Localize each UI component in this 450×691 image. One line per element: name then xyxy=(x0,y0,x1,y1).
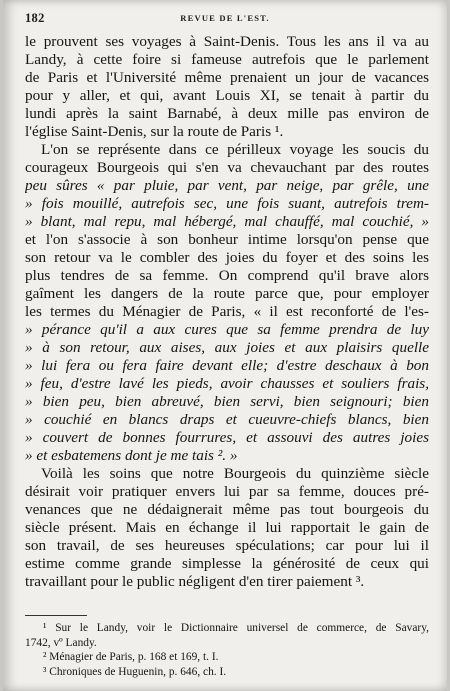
text-line: L'on se représente dans ce périlleux voyage les soucis du xyxy=(41,141,429,158)
text-line: plus tendres de sa femme. On comprend qu'il brave alors xyxy=(25,267,429,284)
text-line: venances que ne dédaignerait même pas tout bourgeois du xyxy=(25,501,429,518)
text-line: lundi après la saint Barnabé, à deux mille pas environ de xyxy=(25,105,429,122)
footnote-line: ³ Chroniques de Huguenin, p. 646, ch. I. xyxy=(43,665,227,678)
footnote-line: 1742, vº Landy. xyxy=(25,636,97,649)
text-line: siècle présent. Mais en échange il lui rapportait le gain de xyxy=(25,519,429,536)
text-line: » blant, mal repu, mal hébergé, mal chauffé, mal couchié, » xyxy=(25,213,429,230)
book-page xyxy=(3,0,447,691)
text-line: courageux Bourgeois qui s'en va chevauchant par des routes xyxy=(25,159,429,176)
text-line: » pérance qu'il a aux cures que sa femme prendra de luy xyxy=(25,321,429,338)
body-text xyxy=(25,33,429,591)
text-line: » feu, d'estre lavé les pieds, avoir chausses et souliers frais, xyxy=(25,375,429,392)
text-line: son travail, de ses heureuses spéculations; car pour lui il xyxy=(25,537,429,554)
running-title: REVUE DE L'EST. xyxy=(180,13,270,23)
footnote-rule xyxy=(25,615,87,616)
footnote-line: ¹ Sur le Landy, voir le Dictionnaire universel de commerce, de Savary, xyxy=(43,622,429,634)
running-header xyxy=(25,11,425,25)
text-line: et l'on s'associe à son bonheur intime lorsqu'on pense que xyxy=(25,231,429,248)
text-line: » couchié en blancs draps et cueuvre-chiefs blancs, bien xyxy=(25,411,429,428)
text-line: pour y aller, et qui, avant Louis XI, se tenait à partir du xyxy=(25,87,429,104)
text-line: » et esbatemens dont je me tais ². » xyxy=(25,447,238,464)
text-line: travaillant pour le public négligent d'en tirer paiement ³. xyxy=(25,573,365,590)
text-line: le prouvent ses voyages à Saint-Denis. Tous les ans il va au xyxy=(25,33,429,50)
text-line: » bien peu, bien abreuvé, bien servi, bien seignouri; bien xyxy=(25,393,429,410)
text-line: les termes du Ménagier de Paris, « il est reconforté de l'es- xyxy=(25,303,429,320)
text-line: l'église Saint-Denis, sur la route de Paris ¹. xyxy=(25,123,284,140)
footnote-line: ² Ménagier de Paris, p. 168 et 169, t. I. xyxy=(43,651,219,663)
text-line: » couvert de bonnes fourrures, et assouvi des autres joies xyxy=(25,429,429,446)
text-line: son retour va le combler des joies du foyer et des soins les xyxy=(25,249,429,266)
text-line: de Paris et l'Université même prenaient un jour de vacances xyxy=(25,69,429,86)
text-line: » lui fera ou fera faire devant elle; d'estre deschaux à bon xyxy=(25,357,429,374)
text-line: Landy, à cette foire si fameuse autrefois que le parlement xyxy=(25,51,429,68)
text-line: désirait voir pratiquer envers lui par sa femme, douces pré- xyxy=(25,483,429,500)
text-line: » fois mouillé, autrefois sec, une fois suant, autrefois trem- xyxy=(25,195,429,212)
text-line: estime comme grande simplesse la générosité de ceux qui xyxy=(25,555,429,572)
text-line: » à son retour, aux aises, aux joies et aux plaisirs quelle xyxy=(25,339,429,356)
footnotes xyxy=(25,621,429,679)
text-line: Voilà les soins que notre Bourgeois du quinzième siècle xyxy=(41,465,429,482)
text-line: gaîment les dangers de la route parce que, pour employer xyxy=(25,285,429,302)
page-number: 182 xyxy=(25,11,45,25)
text-line: peu sûres « par pluie, par vent, par neige, par grêle, une xyxy=(25,177,429,194)
